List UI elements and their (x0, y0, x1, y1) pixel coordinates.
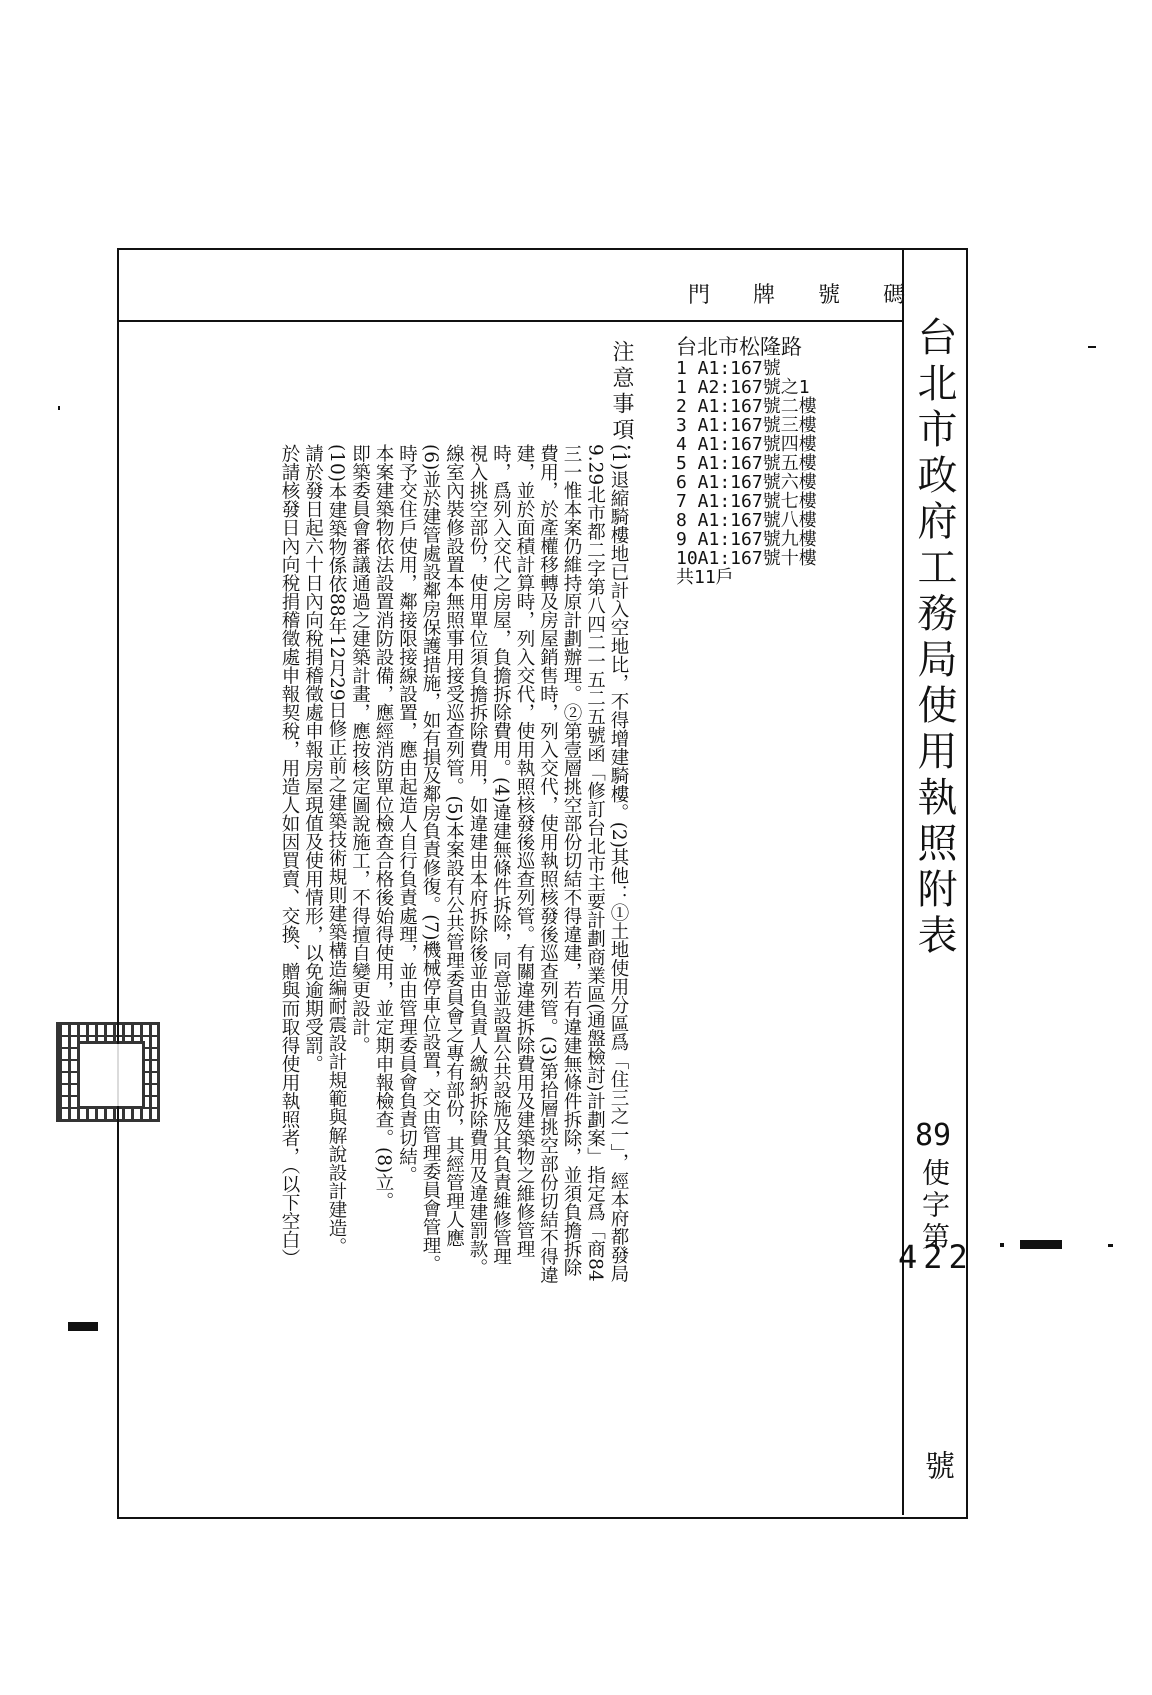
address-line: 2 A1:167號二樓 (676, 396, 817, 417)
note-paragraph: (1)退縮騎樓地已計入空地比，不得增建騎樓。(2)其他：①土地使用分區爲「住三之一」，經本府都發局 (608, 444, 629, 1283)
address-line: 5 A1:167號五樓 (676, 453, 817, 474)
scan-speck (1108, 1244, 1113, 1247)
scan-speck (1020, 1240, 1062, 1249)
address-total: 共11戶 (676, 567, 734, 588)
address-line: 7 A1:167號七樓 (676, 491, 817, 512)
address-line: 3 A1:167號三樓 (676, 415, 817, 436)
note-paragraph: 請於發日起六十日內向稅捐稽徵處申報房屋現值及使用情形，以免逾期受罰。 (302, 444, 324, 1073)
address-line: 10A1:167號十樓 (676, 548, 817, 569)
note-paragraph: 時予交住戶使用，鄰接限接線設置，應由起造人自行負責處理，並由管理委員會負責切結。 (396, 444, 418, 1184)
note-paragraph: (10)本建築物係依88年12月29日修正前之建築技術規則建築構造編耐震設計規範與解說設計建造。 (326, 444, 347, 1256)
note-paragraph: 視入挑空部份，使用單位須負擔拆除費用，如違建由本府拆除後並由負責人繳納拆除費用及違建罰款。 (467, 444, 488, 1277)
document-title: 台北市政府工務局使用執照附表 (911, 316, 957, 960)
permit-number: 422 (898, 1238, 974, 1276)
address-list (676, 335, 817, 588)
door-number-label: 門 牌 號 碼 (688, 283, 923, 308)
address-line: 9 A1:167號九樓 (676, 529, 817, 550)
permit-year: 89 (914, 1118, 952, 1153)
note-paragraph: 時，爲列入交代之房屋，負擔拆除費用。(4)違建無條件拆除，同意並設置公共設施及其負責維修管理 (490, 444, 512, 1266)
note-paragraph: 線室內裝修設置本無照事用接受巡查列管。(5)本案設有公共管理委員會之專有部份，其經管理人應 (443, 444, 465, 1248)
scan-speck (1088, 346, 1096, 348)
scan-speck (1000, 1243, 1004, 1247)
permit-type: 使字第 (918, 1158, 951, 1254)
address-line: 8 A1:167號八樓 (676, 510, 817, 531)
official-seal-stamp (56, 1022, 160, 1122)
note-paragraph: 9.29北市都二字第八四二一五二五號函「修訂台北市主要計劃商業區(通盤檢討)計劃案」指定爲「商84 (584, 444, 606, 1282)
header-divider (117, 320, 902, 322)
address-line: 1 A1:167號 (676, 358, 781, 379)
notes-heading: 注意事項： (609, 340, 634, 470)
note-paragraph: 即築委員會審議通過之建築計畫，應按核定圖說施工，不得擅自變更設計。 (349, 444, 371, 1055)
permit-suffix: 號 (919, 1450, 954, 1480)
seal-inner (77, 1041, 145, 1109)
address-line: 4 A1:167號四樓 (676, 434, 817, 455)
note-paragraph: 本案建築物依法設置消防設備，應經消防單位檢查合格後始得使用，並定期申報檢查。(8)立。 (373, 444, 394, 1211)
note-paragraph: (6)並於建管處設鄰房保護措施，如有損及鄰房負責修復。(7)機械停車位設置，交由管理委員會管理。 (420, 444, 441, 1274)
address-line: 6 A1:167號六樓 (676, 472, 817, 493)
address-line: 1 A2:167號之1 (676, 377, 810, 398)
note-paragraph: 三一惟本案仍維持原計劃辦理。②第壹層挑空部份切結不得違建，若有違建無條件拆除，並須負擔拆除 (561, 444, 582, 1277)
address-street: 台北市松隆路 (676, 335, 802, 359)
note-paragraph: 建，並於面積計算時，列入交代，使用執照核發後巡查列管。有關違建拆除費用及建築物之維修管理 (514, 444, 535, 1258)
note-paragraph: 費用，於產權移轉及房屋銷售時，列入交代，使用執照核發後巡查列管。(3)第拾層挑空部份切結不得違 (537, 444, 559, 1285)
scan-speck (68, 1322, 98, 1331)
notes-body (278, 444, 631, 1489)
note-paragraph: 於請核發日內向稅捐稽徵處申報契稅，用造人如因買賣、交換、贈與而取得使用執照者，（以下空白） (279, 444, 300, 1268)
scan-speck (58, 406, 60, 410)
